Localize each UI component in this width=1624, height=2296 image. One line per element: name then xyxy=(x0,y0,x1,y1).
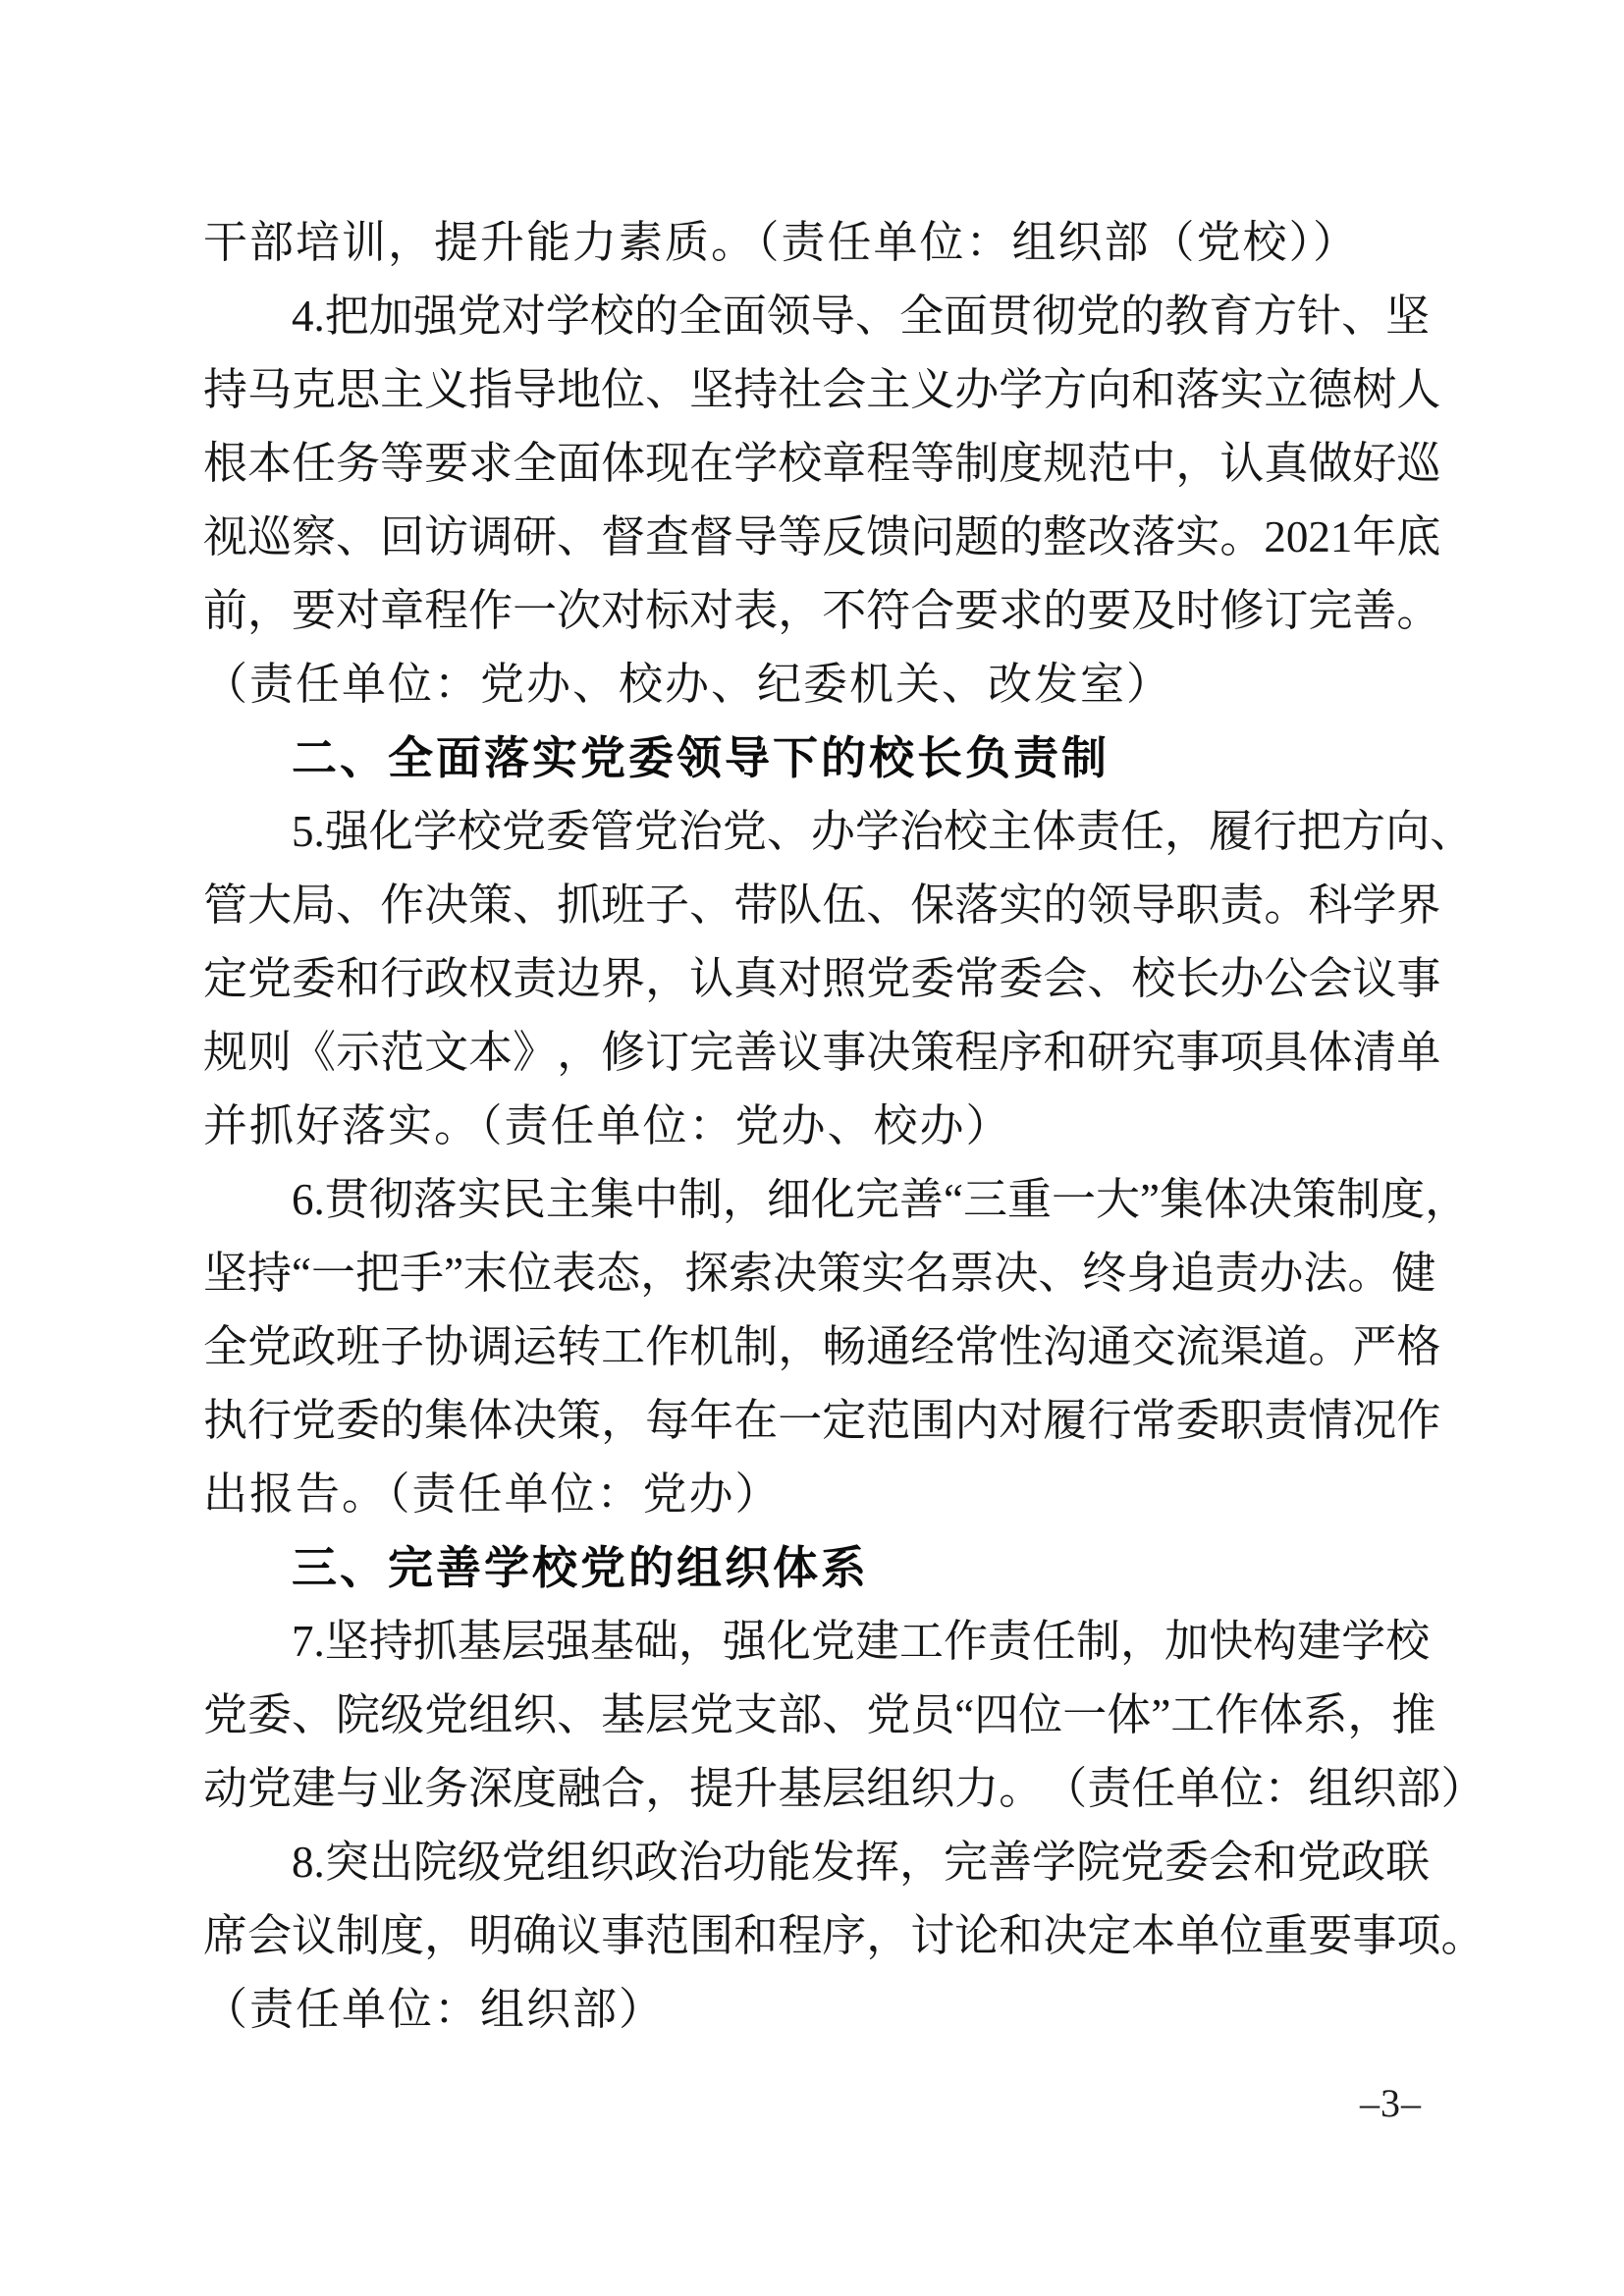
text-line: 7. 坚 持 抓 基 层 强 基 础 ， 强 化 党 建 工 作 责 任 制 ， 加 快 构 建 学 校 xyxy=(292,1617,1431,1666)
text-line: 6. 贯 彻 落 实 民 主 集 中 制 ， 细 化 完 善 “ 三 重 一 大 ” 集 体 决 策 制 度 ， xyxy=(292,1175,1470,1224)
text-line: 全 党 政 班 子 协 调 运 转 工 作 机 制 ， 畅 通 经 常 性 沟 通 交 流 渠 道 。 严 格 xyxy=(203,1322,1441,1371)
section-heading: 二、全面落实党委领导下的校长负责制 xyxy=(292,732,1110,783)
page-number: –3– xyxy=(1360,2081,1422,2125)
text-line: 动 党 建 与 业 务 深 度 融 合 ， 提 升 基 层 组 织 力 。 （ 责 任 单 位 ： 组 织 部 ） xyxy=(203,1764,1486,1813)
text-line: 4. 把 加 强 党 对 学 校 的 全 面 领 导 、 全 面 贯 彻 党 的 教 育 方 针 、 坚 xyxy=(292,292,1431,341)
section-heading: 三、完善学校党的组织体系 xyxy=(292,1542,869,1593)
text-line: 出报告。（责任单位：党办） xyxy=(203,1469,782,1519)
text-line: 规 则 《 示 范 文 本 》 ， 修 订 完 善 议 事 决 策 程 序 和 研 究 事 项 具 体 清 单 xyxy=(203,1028,1441,1077)
text-line: 执 行 党 委 的 集 体 决 策 ， 每 年 在 一 定 范 围 内 对 履 行 常 委 职 责 情 况 作 xyxy=(203,1396,1441,1445)
text-line: 前 ， 要 对 章 程 作 一 次 对 标 对 表 ， 不 符 合 要 求 的 要 及 时 修 订 完 善 。 xyxy=(203,586,1441,635)
text-line: 席 会 议 制 度 ， 明 确 议 事 范 围 和 程 序 ， 讨 论 和 决 定 本 单 位 重 要 事 项 。 xyxy=(203,1911,1486,1960)
text-line: 干部培训，提升能力素质。（责任单位：组织部（党校）） xyxy=(203,218,1360,267)
text-line: 视 巡 察 、 回 访 调 研 、 督 查 督 导 等 反 馈 问 题 的 整 改 落 实 。 2021 年 底 xyxy=(203,512,1441,561)
text-line: 党 委 、 院 级 党 组 织 、 基 层 党 支 部 、 党 员 “ 四 位 一 体 ” 工 作 体 系 ， 推 xyxy=(203,1690,1436,1739)
text-line: 5. 强 化 学 校 党 委 管 党 治 党 、 办 学 治 校 主 体 责 任 ， 履 行 把 方 向 、 xyxy=(292,807,1475,856)
text-line: （责任单位：组织部） xyxy=(203,1985,666,2034)
text-line: 根 本 任 务 等 要 求 全 面 体 现 在 学 校 章 程 等 制 度 规 范 中 ， 认 真 做 好 巡 xyxy=(203,439,1441,488)
text-line: 8. 突 出 院 级 党 组 织 政 治 功 能 发 挥 ， 完 善 学 院 党 委 会 和 党 政 联 xyxy=(292,1838,1431,1887)
document-body xyxy=(203,206,1486,2047)
text-line: 坚 持 “ 一 把 手 ” 末 位 表 态 ， 探 索 决 策 实 名 票 决 、 终 身 追 责 办 法 。 健 xyxy=(203,1249,1436,1298)
text-line: 定 党 委 和 行 政 权 责 边 界 ， 认 真 对 照 党 委 常 委 会 、 校 长 办 公 会 议 事 xyxy=(203,954,1441,1003)
text-line: 持 马 克 思 主 义 指 导 地 位 、 坚 持 社 会 主 义 办 学 方 向 和 落 实 立 德 树 人 xyxy=(203,365,1441,414)
text-line: （责任单位：党办、校办、纪委机关、改发室） xyxy=(203,660,1173,709)
text-line: 管 大 局 、 作 决 策 、 抓 班 子 、 带 队 伍 、 保 落 实 的 领 导 职 责 。 科 学 界 xyxy=(203,881,1441,930)
text-line: 并抓好落实。（责任单位：党办、校办） xyxy=(203,1101,1012,1150)
